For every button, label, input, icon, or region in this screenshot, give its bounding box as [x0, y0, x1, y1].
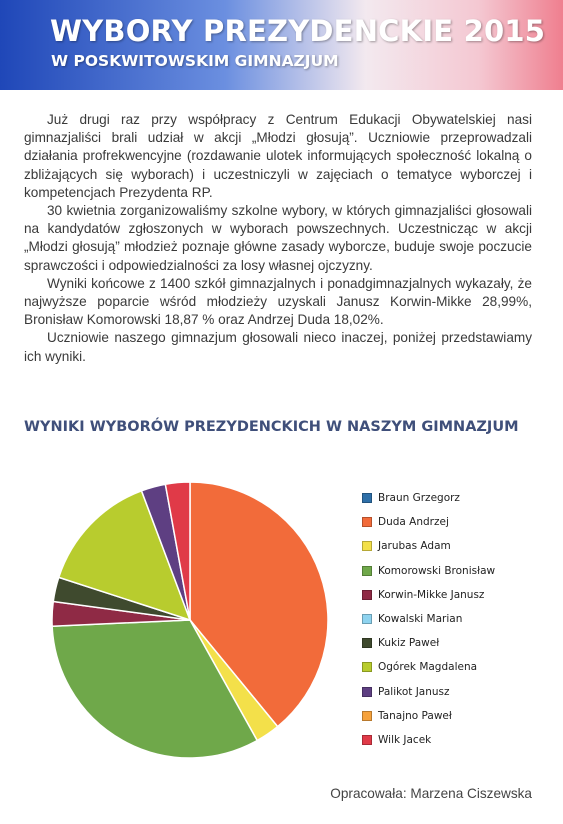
legend-label: Duda Andrzej: [378, 516, 449, 529]
legend-label: Wilk Jacek: [378, 733, 432, 746]
article-body: [24, 111, 532, 366]
legend-item: [362, 510, 552, 534]
header-banner: [0, 0, 563, 90]
legend-item: [362, 607, 552, 631]
legend-swatch: [362, 614, 372, 624]
legend-label: Kukiz Paweł: [378, 637, 440, 650]
legend-label: Braun Grzegorz: [378, 492, 460, 505]
article-paragraph: Wyniki końcowe z 1400 szkół gimnazjalnych i ponadgimnazjalnych wykazały, że najwyższe poparcie wśród młodzieży uzyskali Janusz Korwin-Mikke 28,99%, Bronisław Komorowski 18,87 % oraz Andrzej Duda 18,02%.: [24, 275, 532, 328]
legend-label: Kowalski Marian: [378, 613, 463, 626]
legend-item: [362, 655, 552, 679]
legend-swatch: [362, 590, 372, 600]
legend-swatch: [362, 711, 372, 721]
legend-item: [362, 680, 552, 704]
legend-swatch: [362, 687, 372, 697]
legend-swatch: [362, 735, 372, 745]
legend-swatch: [362, 662, 372, 672]
legend-label: Korwin-Mikke Janusz: [378, 588, 485, 601]
article-paragraph: Uczniowie naszego gimnazjum głosowali nieco inaczej, poniżej przedstawiamy ich wyniki.: [24, 330, 532, 364]
legend-label: Jarubas Adam: [378, 540, 451, 553]
pie-chart: [40, 470, 340, 770]
author-credit: Opracowała: Marzena Ciszewska: [330, 786, 532, 801]
legend-item: [362, 534, 552, 558]
article-paragraph: Już drugi raz przy współpracy z Centrum Edukacji Obywatelskiej nasi gimnazjaliści brali udział w akcji „Młodzi głosują”. Uczniowie przeprowadzali działania profrekwencyjne (rozdawanie ulotek informujących społeczność lokalną o zbliżających się wyborach) i uczestniczyli w zajęciach o tematyce wyborczej i kompetencjach Prezydenta RP.: [24, 112, 532, 200]
legend-swatch: [362, 517, 372, 527]
legend-swatch: [362, 541, 372, 551]
page-subtitle: W POSKWITOWSKIM GIMNAZJUM: [51, 52, 339, 70]
chart-legend: [362, 486, 552, 752]
legend-label: Tanajno Paweł: [378, 709, 452, 722]
legend-item: [362, 631, 552, 655]
legend-swatch: [362, 493, 372, 503]
legend-label: Ogórek Magdalena: [378, 661, 478, 674]
legend-item: [362, 559, 552, 583]
legend-item: [362, 704, 552, 728]
legend-item: [362, 486, 552, 510]
legend-label: Palikot Janusz: [378, 685, 450, 698]
chart-title: WYNIKI WYBORÓW PREZYDENCKICH W NASZYM GIMNAZJUM: [24, 419, 519, 435]
legend-item: [362, 728, 552, 752]
page-title: WYBORY PREZYDENCKIE 2015: [50, 14, 546, 48]
legend-swatch: [362, 566, 372, 576]
legend-item: [362, 583, 552, 607]
legend-label: Komorowski Bronisław: [378, 564, 496, 577]
legend-swatch: [362, 638, 372, 648]
article-paragraph: 30 kwietnia zorganizowaliśmy szkolne wybory, w których gimnazjaliści głosowali na kandydatów zgłoszonych w wyborach powszechnych. Uczestnicząc w akcji „Młodzi głosują” młodzież poznaje główne zasady wyborcze, buduje swoje poczucie sprawczości i odpowiedzialności za losy własnej ojczyzny.: [24, 203, 532, 273]
